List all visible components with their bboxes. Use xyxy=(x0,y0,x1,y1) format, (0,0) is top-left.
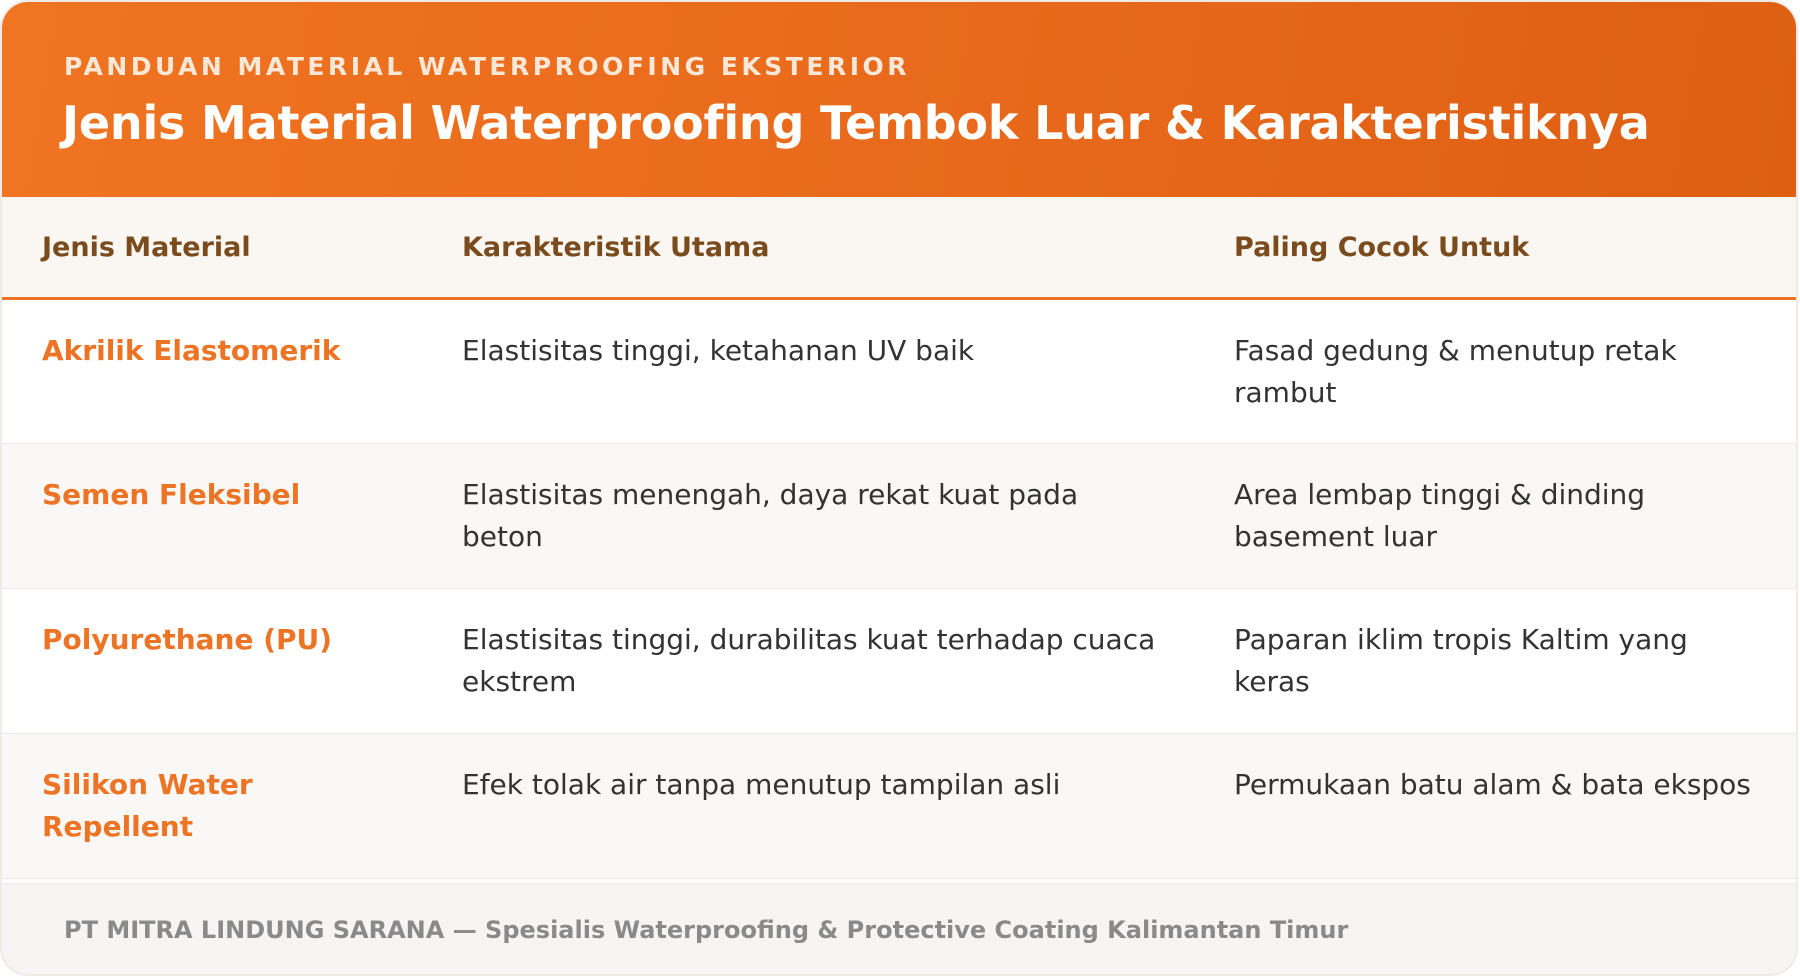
material-characteristics: Efek tolak air tanpa menutup tampilan asli xyxy=(422,734,1194,879)
material-name: Polyurethane (PU) xyxy=(2,589,422,734)
column-header-material: Jenis Material xyxy=(2,197,422,299)
table-row xyxy=(2,734,1796,879)
header-eyebrow: PANDUAN MATERIAL WATERPROOFING EKSTERIOR xyxy=(64,52,910,81)
column-header-characteristics: Karakteristik Utama xyxy=(422,197,1194,299)
table-row xyxy=(2,589,1796,734)
table-row xyxy=(2,444,1796,589)
page-title: Jenis Material Waterproofing Tembok Luar & Karakteristiknya xyxy=(62,96,1650,150)
table-header-row xyxy=(2,197,1796,299)
footer xyxy=(2,883,1796,974)
material-best-for: Paparan iklim tropis Kaltim yang keras xyxy=(1194,589,1796,734)
column-header-best-for: Paling Cocok Untuk xyxy=(1194,197,1796,299)
footer-company-text: PT MITRA LINDUNG SARANA — Spesialis Waterproofing & Protective Coating Kalimantan Timur xyxy=(64,916,1349,944)
material-name: Akrilik Elastomerik xyxy=(2,299,422,444)
material-name: Semen Fleksibel xyxy=(2,444,422,589)
header-banner xyxy=(2,2,1796,197)
material-characteristics: Elastisitas menengah, daya rekat kuat pada beton xyxy=(422,444,1194,589)
material-characteristics: Elastisitas tinggi, ketahanan UV baik xyxy=(422,299,1194,444)
material-name: Silikon Water Repellent xyxy=(2,734,422,879)
material-best-for: Area lembap tinggi & dinding basement luar xyxy=(1194,444,1796,589)
material-characteristics: Elastisitas tinggi, durabilitas kuat terhadap cuaca ekstrem xyxy=(422,589,1194,734)
material-guide-card xyxy=(2,2,1796,974)
table-row xyxy=(2,299,1796,444)
material-best-for: Permukaan batu alam & bata ekspos xyxy=(1194,734,1796,879)
material-best-for: Fasad gedung & menutup retak rambut xyxy=(1194,299,1796,444)
material-table xyxy=(2,197,1796,879)
